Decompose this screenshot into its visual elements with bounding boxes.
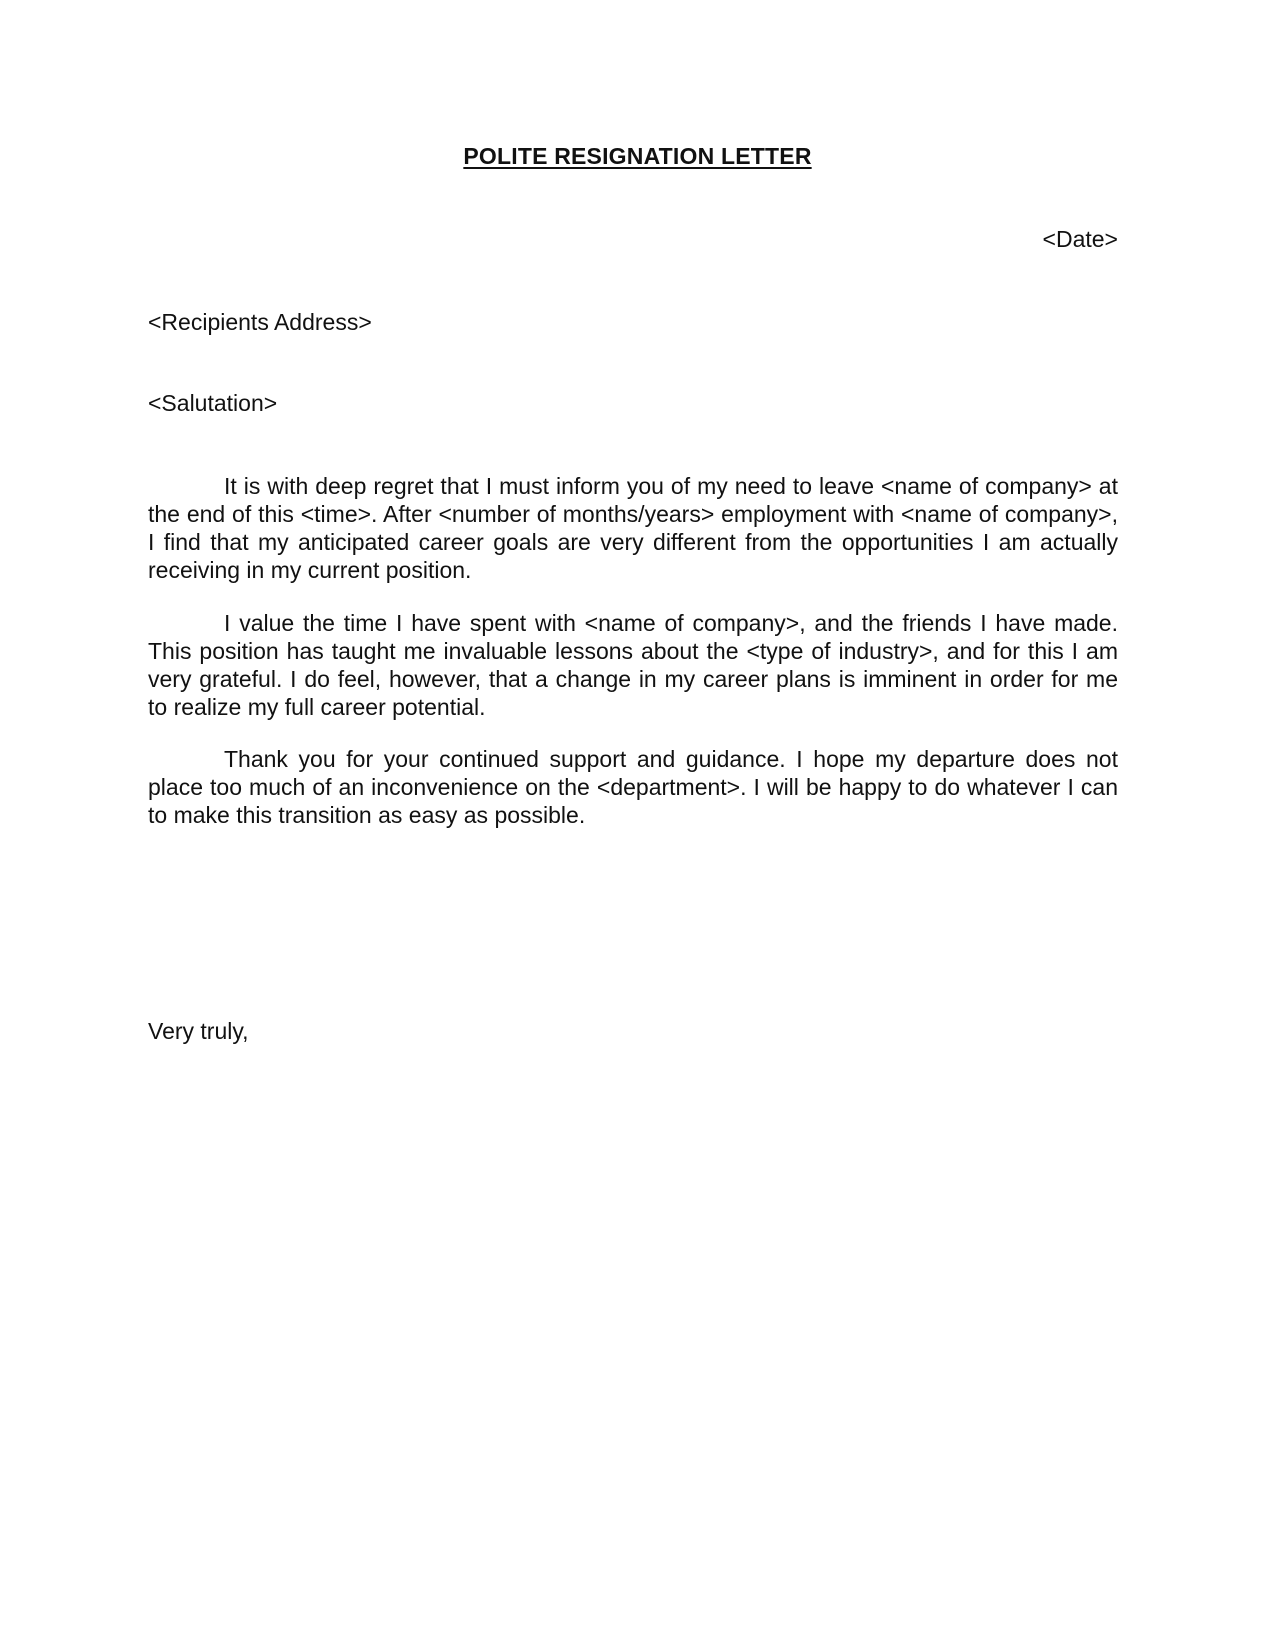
recipient-address: <Recipients Address> bbox=[148, 309, 372, 335]
closing-line: Very truly, bbox=[148, 1018, 249, 1044]
letter-title: POLITE RESIGNATION LETTER bbox=[463, 143, 812, 169]
date-placeholder: <Date> bbox=[1042, 226, 1118, 252]
body-paragraph-2: I value the time I have spent with <name of company>, and the friends I have made. This position has taught me invaluable lessons about the <type of industry>, and for this I am very grateful. I do feel, however, that a change in my career plans is imminent in order for me to realize my full career potential. bbox=[148, 610, 1118, 720]
body-paragraph-1: It is with deep regret that I must inform you of my need to leave <name of company> at the end of this <time>. After <number of months/years> employment with <name of company>, I find that my anticipated career goals are very different from the opportunities I am actually receiving in my current position. bbox=[148, 473, 1118, 583]
body-paragraph-3: Thank you for your continued support and guidance. I hope my departure does not place too much of an inconvenience on the <department>. I will be happy to do whatever I can to make this transition as easy as possible. bbox=[148, 746, 1118, 828]
salutation: <Salutation> bbox=[148, 390, 278, 416]
